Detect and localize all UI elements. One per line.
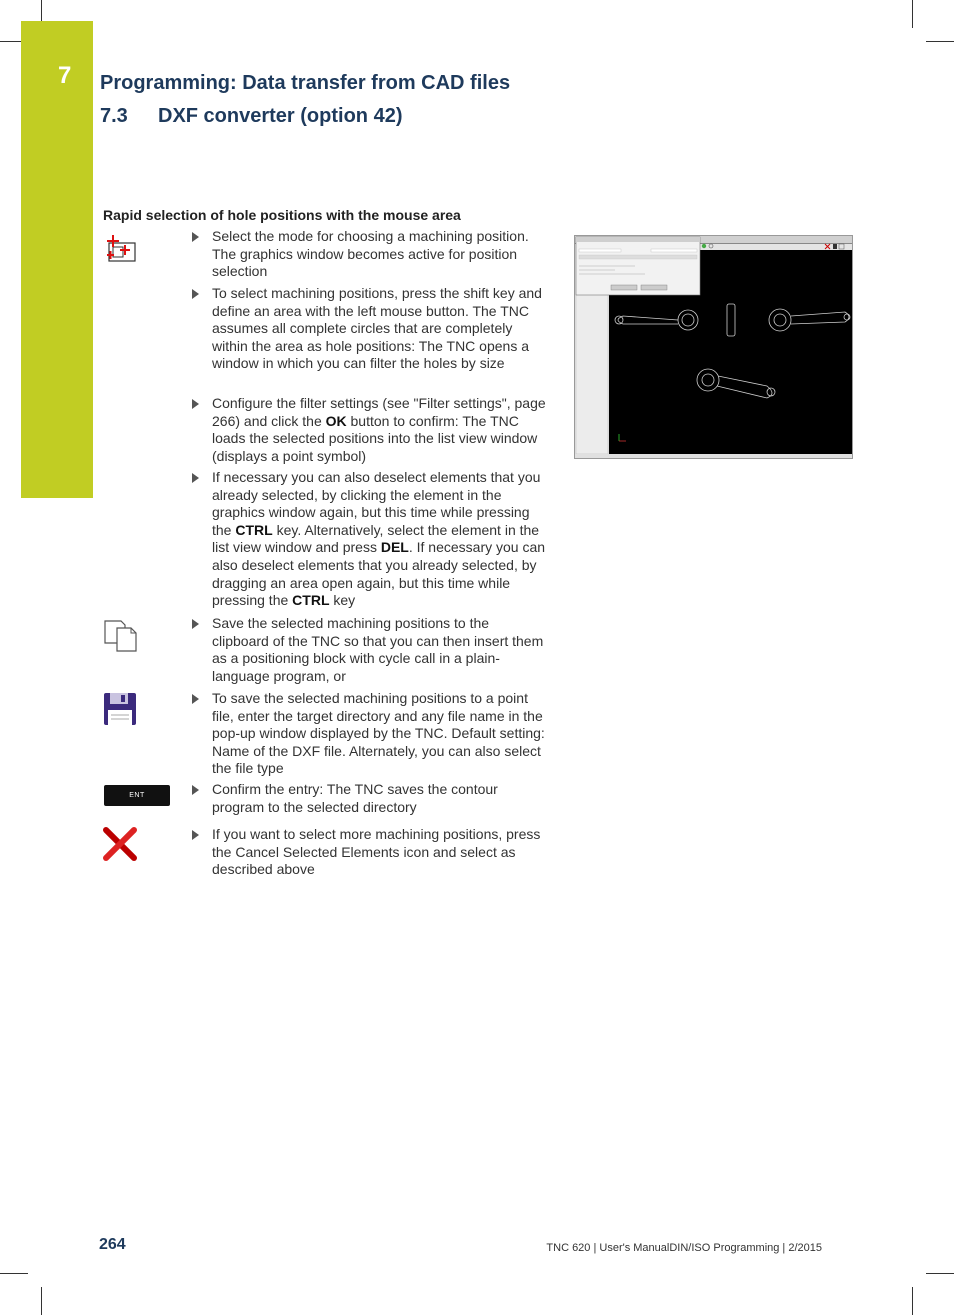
step-7: Confirm the entry: The TNC saves the contour program to the selected directory [192, 781, 547, 816]
arrow-right-icon [192, 289, 199, 299]
crop-mark [0, 1273, 28, 1274]
floppy-save-icon [103, 692, 137, 731]
crop-mark [912, 0, 913, 28]
section-number: 7.3 [100, 105, 128, 127]
step-8: If you want to select more machining positions, press the Cancel Selected Elements icon and select as described above [192, 826, 547, 879]
footer-text: TNC 620 | User's ManualDIN/ISO Programming | 2/2015 [546, 1242, 822, 1254]
ent-key: ENT [104, 785, 170, 806]
step-1: Select the mode for choosing a machining position. The graphics window becomes active for position selection [192, 228, 547, 281]
step-5: Save the selected machining positions to the clipboard of the TNC so that you can then insert them as a positioning block with cycle call in a plain-language program, or [192, 615, 547, 685]
chapter-band [21, 21, 93, 498]
arrow-right-icon [192, 694, 199, 704]
crop-mark [41, 0, 42, 21]
arrow-right-icon [192, 830, 199, 840]
sub-heading: Rapid selection of hole positions with the mouse area [103, 207, 461, 223]
section-title: DXF converter (option 42) [158, 105, 403, 127]
clipboard-copy-icon [103, 619, 139, 658]
arrow-right-icon [192, 473, 199, 483]
chapter-title: Programming: Data transfer from CAD files [100, 72, 511, 94]
step-2: To select machining positions, press the shift key and define an area with the left mouse button. The TNC assumes all complete circles that are completely within the area as hole positions: The TNC opens a window in which you can filter the holes by size [192, 285, 547, 373]
crop-mark [926, 41, 954, 42]
crop-mark [912, 1287, 913, 1315]
arrow-right-icon [192, 399, 199, 409]
chapter-number: 7 [58, 62, 72, 89]
cancel-selection-icon [102, 826, 138, 867]
step-4: If necessary you can also deselect elements that you already selected, by clicking the element in the graphics window again, but this time while pressing the CTRL key. Alternatively, select the element in the list view window and press DEL. If necessary you can also deselect elements that you already selected, by dragging an area open again, but this time while pressing the CTRL key [192, 469, 547, 610]
crop-mark [0, 41, 21, 42]
step-3: Configure the filter settings (see "Filter settings", page 266) and click the OK button to confirm: The TNC loads the selected positions into the list view window (displays a point symbol) [192, 395, 547, 465]
page-number: 264 [99, 1236, 126, 1253]
arrow-right-icon [192, 785, 199, 795]
tnc-dxf-screenshot [574, 235, 853, 459]
crop-mark [41, 1287, 42, 1315]
step-6: To save the selected machining positions to a point file, enter the target directory and any file name in the pop-up window displayed by the TNC. Default setting: Name of the DXF file. Alternately, you can also select the file type [192, 690, 547, 778]
select-position-mode-icon [103, 233, 139, 270]
arrow-right-icon [192, 619, 199, 629]
crop-mark [926, 1273, 954, 1274]
arrow-right-icon [192, 232, 199, 242]
